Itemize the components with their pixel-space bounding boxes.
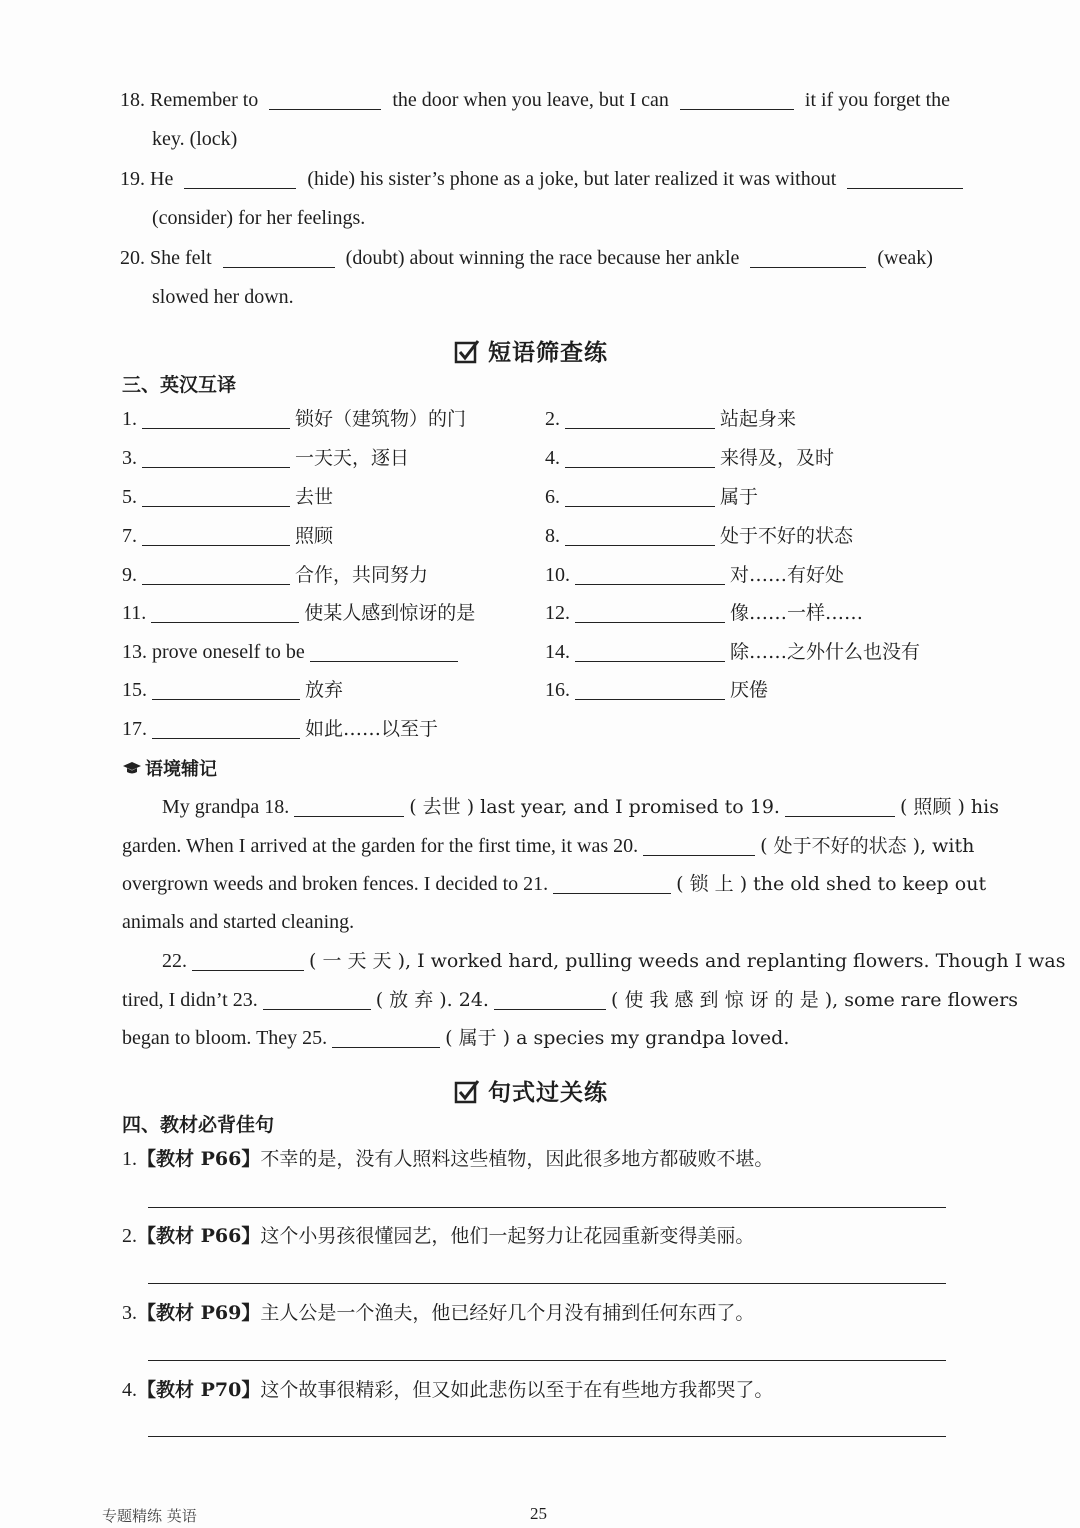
text: 来得及，及时 <box>720 447 835 469</box>
text: 18. Remember to <box>120 89 259 111</box>
text: 合作，共同努力 <box>295 564 429 586</box>
answer-blank[interactable] <box>785 796 895 817</box>
sentence-item-3 <box>122 1301 754 1325</box>
text: 像……一样…… <box>730 602 864 624</box>
text: (hide) his sister’s phone as a joke, but later realized it was without <box>307 168 837 190</box>
question-19-continuation: (consider) for her feelings. <box>152 207 366 229</box>
text: 站起身来 <box>720 408 797 430</box>
text: 【教材 P66】 <box>137 1148 261 1170</box>
text: 8. <box>545 525 560 547</box>
answer-blank[interactable] <box>151 602 299 623</box>
text: ( 锁 上 ) the old shed to keep out <box>676 873 987 895</box>
context-title <box>122 755 217 781</box>
answer-blank[interactable] <box>142 447 290 468</box>
phrase-item-6 <box>545 485 758 509</box>
text: 除……之外什么也没有 <box>730 641 921 663</box>
text: 使某人感到惊讶的是 <box>304 602 476 624</box>
answer-blank[interactable] <box>332 1027 440 1048</box>
question-20 <box>120 246 933 270</box>
checkbox-icon <box>454 339 480 365</box>
sentence-item-4 <box>122 1378 773 1402</box>
answer-blank[interactable] <box>680 89 794 110</box>
answer-blank[interactable] <box>750 247 866 268</box>
text: (doubt) about winning the race because her ankle <box>345 247 740 269</box>
text: 锁好（建筑物）的门 <box>295 408 467 430</box>
text: 4. <box>122 1379 137 1401</box>
answer-blank[interactable] <box>565 486 715 507</box>
section-heading-sentences <box>454 1074 608 1107</box>
text: 11. <box>122 602 147 624</box>
text: 【教材 P70】 <box>137 1379 261 1401</box>
section-heading-phrases <box>454 334 608 367</box>
answer-blank[interactable] <box>223 247 335 268</box>
text: 2. <box>545 408 560 430</box>
text: 这个小男孩很懂园艺，他们一起努力让花园重新变得美丽。 <box>260 1225 755 1247</box>
text: 3. <box>122 447 137 469</box>
phrase-item-3 <box>122 446 409 470</box>
text: (weak) <box>877 247 933 269</box>
text: 照顾 <box>295 525 334 547</box>
text: My grandpa 18. <box>162 796 290 818</box>
question-18 <box>120 88 950 112</box>
answer-blank[interactable] <box>294 796 404 817</box>
answer-blank[interactable] <box>575 602 725 623</box>
text: 4. <box>545 447 560 469</box>
text: 20. She felt <box>120 247 212 269</box>
text: began to bloom. They 25. <box>122 1027 328 1049</box>
answer-blank[interactable] <box>575 641 725 662</box>
text: 属于 <box>720 486 759 508</box>
text: ( 属于 ) a species my grandpa loved. <box>445 1027 790 1049</box>
checkbox-icon <box>454 1079 480 1105</box>
text: 22. <box>162 950 187 972</box>
phrase-item-1 <box>122 407 466 431</box>
text: ( 去世 ) last year, and I promised to 19. <box>409 796 780 818</box>
text: 去世 <box>295 486 334 508</box>
phrase-item-10 <box>545 563 844 587</box>
passage-line-2 <box>122 834 974 858</box>
text: 厌倦 <box>730 679 769 701</box>
phrase-item-12 <box>545 601 863 625</box>
text: 17. <box>122 718 147 740</box>
phrase-item-17 <box>122 717 438 741</box>
answer-blank[interactable] <box>565 525 715 546</box>
passage-line-6 <box>122 988 1018 1012</box>
phrase-item-11 <box>122 601 475 625</box>
phrase-item-13 <box>122 640 458 664</box>
answer-line[interactable] <box>148 1283 946 1284</box>
text: it if you forget the <box>804 89 951 111</box>
question-19 <box>120 167 969 191</box>
question-18-continuation: key. (lock) <box>152 128 238 150</box>
text: 13. prove oneself to be <box>122 641 305 663</box>
answer-line[interactable] <box>148 1436 946 1437</box>
answer-blank[interactable] <box>565 447 715 468</box>
text: overgrown weeds and broken fences. I decided to 21. <box>122 873 549 895</box>
phrase-item-14 <box>545 640 920 664</box>
text: 短语筛查练 <box>488 340 608 366</box>
text: garden. When I arrived at the garden for the first time, it was 20. <box>122 835 639 857</box>
phrase-item-9 <box>122 563 428 587</box>
passage-line-1 <box>162 795 999 819</box>
question-20-continuation: slowed her down. <box>152 286 294 308</box>
text: 10. <box>545 564 570 586</box>
answer-blank[interactable] <box>269 89 381 110</box>
answer-blank[interactable] <box>192 950 304 971</box>
text: the door when you leave, but I can <box>392 89 669 111</box>
text: 19. He <box>120 168 174 190</box>
answer-blank[interactable] <box>643 835 755 856</box>
phrase-item-8 <box>545 524 853 548</box>
answer-blank[interactable] <box>847 168 963 189</box>
answer-blank[interactable] <box>263 989 371 1010</box>
text: 不幸的是，没有人照料这些植物，因此很多地方都破败不堪。 <box>260 1148 774 1170</box>
text: ( 放 弃 ). 24. <box>375 989 489 1011</box>
text: 如此……以至于 <box>305 718 439 740</box>
text: 语境辅记 <box>145 759 217 780</box>
text: 16. <box>545 679 570 701</box>
text: 15. <box>122 679 147 701</box>
text: ( 照顾 ) his <box>899 796 999 818</box>
answer-blank[interactable] <box>494 989 606 1010</box>
answer-blank[interactable] <box>310 641 458 662</box>
answer-blank[interactable] <box>152 718 300 739</box>
answer-blank[interactable] <box>575 564 725 585</box>
answer-blank[interactable] <box>142 408 290 429</box>
text: 6. <box>545 486 560 508</box>
text: 对……有好处 <box>730 564 845 586</box>
text: 放弃 <box>305 679 344 701</box>
passage-line-3 <box>122 872 986 896</box>
text: 这个故事很精彩，但又如此悲伤以至于在有些地方我都哭了。 <box>260 1379 774 1401</box>
passage-line-5 <box>162 949 1066 973</box>
text: 9. <box>122 564 137 586</box>
answer-line[interactable] <box>148 1207 946 1208</box>
text: 主人公是一个渔夫，他已经好几个月没有捕到任何东西了。 <box>260 1302 755 1324</box>
phrase-item-15 <box>122 678 343 702</box>
page-number: 25 <box>530 1504 547 1523</box>
footer-label: 专题精练 英语 <box>102 1507 197 1525</box>
section-title-3: 三、英汉互译 <box>122 374 237 396</box>
text: tired, I didn’t 23. <box>122 989 258 1011</box>
answer-blank[interactable] <box>565 408 715 429</box>
text: 12. <box>545 602 570 624</box>
text: 处于不好的状态 <box>720 525 854 547</box>
text: 句式过关练 <box>488 1080 608 1106</box>
sentence-item-1 <box>122 1147 773 1171</box>
phrase-item-2 <box>545 407 796 431</box>
answer-blank[interactable] <box>152 679 300 700</box>
text: 14. <box>545 641 570 663</box>
text: 一天天，逐日 <box>295 447 410 469</box>
passage-line-4: animals and started cleaning. <box>122 911 355 933</box>
text: 1. <box>122 1148 137 1170</box>
answer-blank[interactable] <box>142 525 290 546</box>
graduation-cap-icon <box>122 761 142 777</box>
text: 7. <box>122 525 137 547</box>
answer-blank[interactable] <box>142 486 290 507</box>
passage-line-7 <box>122 1026 789 1050</box>
phrase-item-7 <box>122 524 333 548</box>
phrase-item-5 <box>122 485 333 509</box>
text: 1. <box>122 408 137 430</box>
answer-blank[interactable] <box>142 564 290 585</box>
text: 3. <box>122 1302 137 1324</box>
text: 【教材 P69】 <box>137 1302 261 1324</box>
text: ( 使 我 感 到 惊 讶 的 是 ), some rare flowers <box>610 989 1018 1011</box>
sentence-item-2 <box>122 1224 754 1248</box>
text: 【教材 P66】 <box>137 1225 261 1247</box>
text: 5. <box>122 486 137 508</box>
phrase-item-4 <box>545 446 834 470</box>
text: ( 处于不好的状态 ), with <box>760 835 975 857</box>
answer-blank[interactable] <box>575 679 725 700</box>
answer-blank[interactable] <box>553 873 671 894</box>
phrase-item-16 <box>545 678 768 702</box>
section-title-4: 四、教材必背佳句 <box>122 1114 275 1136</box>
answer-line[interactable] <box>148 1360 946 1361</box>
text: 2. <box>122 1225 137 1247</box>
text: ( 一 天 天 ), I worked hard, pulling weeds and replanting flowers. Though I was <box>309 950 1066 972</box>
answer-blank[interactable] <box>184 168 296 189</box>
